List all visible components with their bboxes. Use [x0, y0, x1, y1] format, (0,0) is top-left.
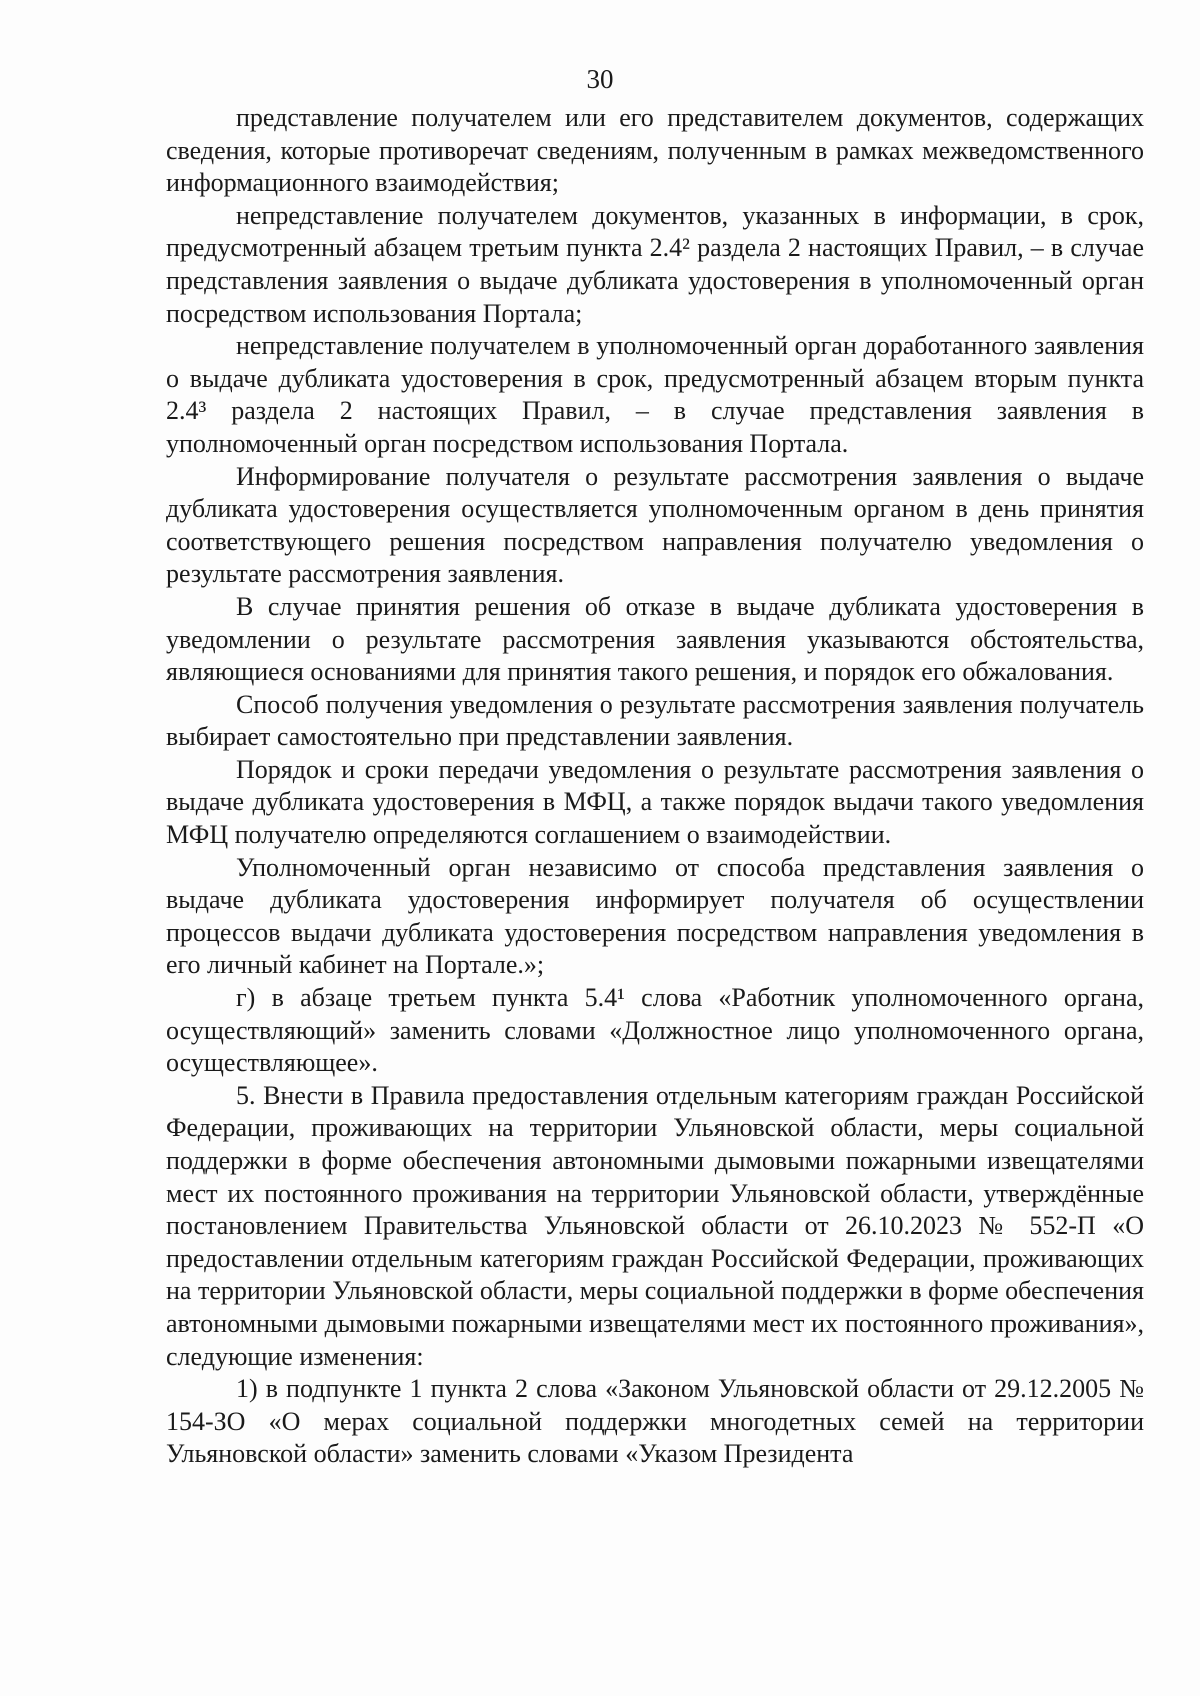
paragraph-1: представление получателем или его представителем документов, содержащих сведения, которые противоречат сведениям, полученным в рамках межведомственного информационного взаимодействия;: [166, 103, 1144, 198]
paragraph-7: Порядок и сроки передачи уведомления о результате рассмотрения заявления о выдаче дубликата удостоверения в МФЦ, а также порядок выдачи такого уведомления МФЦ получателю определяются соглашением о взаимодействии.: [166, 754, 1144, 850]
paragraph-6: Способ получения уведомления о результате рассмотрения заявления получатель выбирает самостоятельно при представлении заявления.: [166, 689, 1144, 752]
paragraph-2: непредставление получателем документов, указанных в информации, в срок, предусмотренный абзацем третьим пункта 2.4² раздела 2 настоящих Правил, – в случае представления заявления о выдаче дубликата удостоверения в уполномоченный орган посредством использования Портала;: [166, 200, 1144, 328]
document-body: [166, 102, 1144, 1471]
paragraph-9: г) в абзаце третьем пункта 5.4¹ слова «Работник уполномоченного органа, осуществляющий» заменить словами «Должностное лицо уполномоченного органа, осуществляющее».: [166, 983, 1144, 1078]
page-number: 30: [586, 64, 614, 94]
paragraph-10: 5. Внести в Правила предоставления отдельным категориям граждан Российской Федерации, проживающих на территории Ульяновской области, меры социальной поддержки в форме обеспечения автономными дымовыми пожарными извещателями мест их постоянного проживания на территории Ульяновской области, утверждённые постановлением Правительства Ульяновской области от 26.10.2023 № 552-П «О предоставлении отдельным категориям граждан Российской Федерации, проживающих на территории Ульяновской области, меры социальной поддержки в форме обеспечения автономными дымовыми пожарными извещателями мест их постоянного проживания», следующие изменения:: [166, 1080, 1144, 1371]
paragraph-8: Уполномоченный орган независимо от способа представления заявления о выдаче дубликата удостоверения информирует получателя об осуществлении процессов выдачи дубликата удостоверения посредством направления уведомления в его личный кабинет на Портале.»;: [166, 852, 1144, 980]
paragraph-5: В случае принятия решения об отказе в выдаче дубликата удостоверения в уведомлении о результате рассмотрения заявления указываются обстоятельства, являющиеся основаниями для принятия такого решения, и порядок его обжалования.: [166, 591, 1144, 687]
paragraph-11: 1) в подпункте 1 пункта 2 слова «Законом Ульяновской области от 29.12.2005 № 154-ЗО «О мерах социальной поддержки многодетных семей на территории Ульяновской области» заменить словами «Указом Президента: [166, 1374, 1144, 1469]
paragraph-4: Информирование получателя о результате рассмотрения заявления о выдаче дубликата удостоверения осуществляется уполномоченным органом в день принятия соответствующего решения посредством направления получателю уведомления о результате рассмотрения заявления.: [166, 461, 1144, 589]
paragraph-3: непредставление получателем в уполномоченный орган доработанного заявления о выдаче дубликата удостоверения в срок, предусмотренный абзацем вторым пункта 2.4³ раздела 2 настоящих Правил, – в случае представления заявления в уполномоченный орган посредством использования Портала.: [166, 331, 1144, 458]
